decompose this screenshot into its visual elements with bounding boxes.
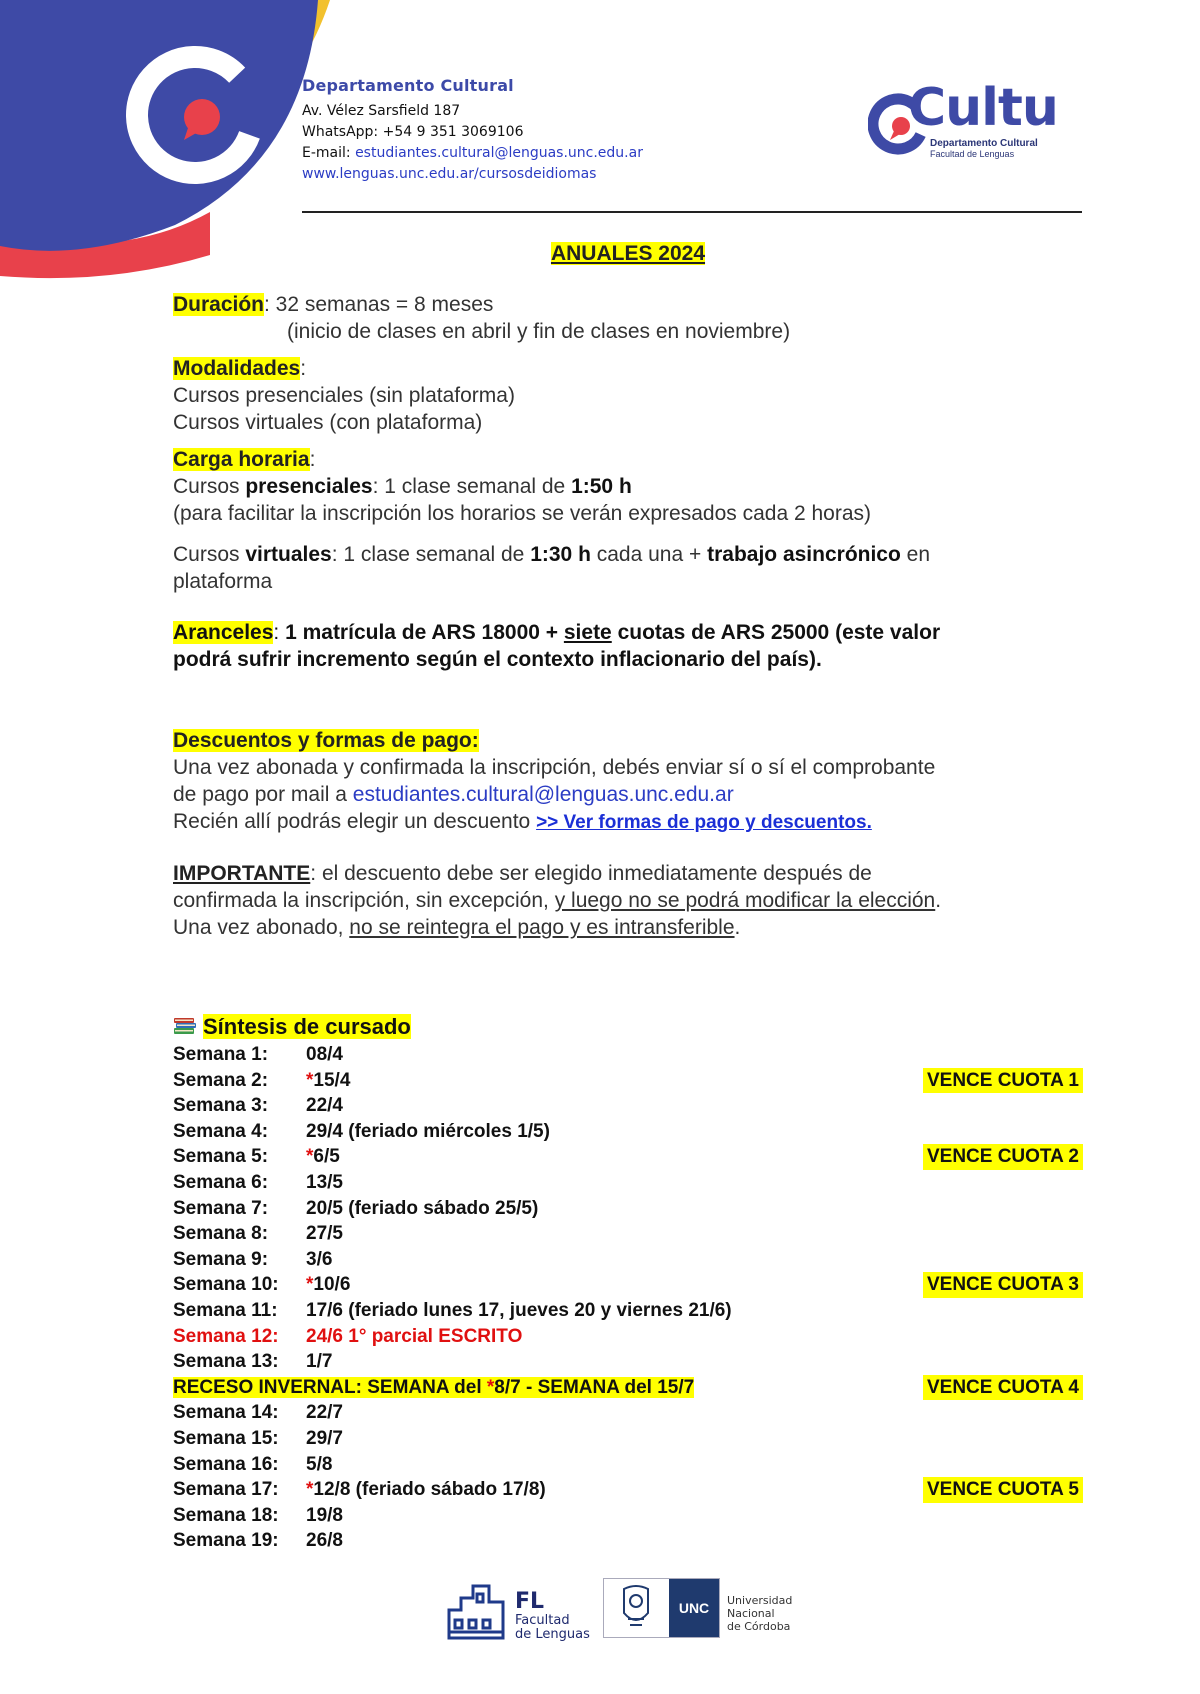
sintesis-heading <box>173 1012 1083 1042</box>
week-date: 10/6 <box>313 1274 351 1296</box>
week-date: 3/6 <box>306 1248 333 1270</box>
schedule-row <box>173 1477 1083 1503</box>
unc-line1: Universidad <box>727 1594 793 1607</box>
modalidad-virtual: Cursos virtuales (con plataforma) <box>173 411 483 434</box>
carga-p2-a: Cursos <box>173 543 246 566</box>
schedule-row <box>173 1119 1083 1145</box>
week-label: Semana 1: <box>173 1044 269 1065</box>
week-label: Semana 17: <box>173 1479 279 1501</box>
descuentos-l1: Una vez abonada y confirmada la inscripción, debés enviar sí o sí el comprobante <box>173 756 936 779</box>
carga-p2-e: cada una + <box>590 543 708 566</box>
schedule-row <box>173 1093 1083 1119</box>
week-date: 27/5 <box>306 1223 343 1245</box>
schedule-row <box>173 1042 1083 1068</box>
week-date: 29/7 <box>306 1427 343 1449</box>
ver-formas-pago-link[interactable]: >> Ver formas de pago y descuentos. <box>536 812 872 833</box>
modalidades-colon: : <box>300 357 307 380</box>
holiday-asterisk: * <box>306 1146 314 1168</box>
due-badge: VENCE CUOTA 5 <box>923 1477 1083 1503</box>
schedule-row <box>173 1144 1083 1170</box>
importante-l3a: Una vez abonado, <box>173 916 350 939</box>
week-label: Semana 11: <box>173 1299 278 1321</box>
descuentos-label: Descuentos y formas de pago: <box>173 729 479 752</box>
schedule-row <box>173 1068 1083 1094</box>
email-line <box>302 143 643 164</box>
importante-l1 <box>173 860 1083 887</box>
unc-line2: Nacional <box>727 1607 775 1620</box>
week-label: Semana 6: <box>173 1171 269 1193</box>
schedule-row <box>173 1298 1083 1324</box>
due-badge: VENCE CUOTA 4 <box>923 1375 1083 1401</box>
carga-virtuales-end: plataforma <box>173 570 273 593</box>
cultu-sub1: Departamento Cultural <box>930 138 1038 149</box>
corner-decoration <box>0 0 340 280</box>
week-label: Semana 18: <box>173 1504 279 1526</box>
importante-label: IMPORTANTE <box>173 862 311 885</box>
week-date: 1/7 <box>306 1351 333 1373</box>
week-date: 6/5 <box>313 1146 340 1168</box>
unc-logo <box>603 1578 720 1638</box>
unc-text <box>727 1594 792 1633</box>
importante-l3 <box>173 914 1083 941</box>
due-badge: VENCE CUOTA 3 <box>923 1272 1083 1298</box>
importante-l3b: no se reintegra el pago y es intransferible <box>349 916 735 939</box>
week-date: 19/8 <box>306 1504 343 1526</box>
descuentos-l3a: Recién allí podrás elegir un descuento <box>173 810 537 833</box>
carga-presenciales <box>173 473 1083 500</box>
carga-p2-f: trabajo asincrónico <box>707 543 901 566</box>
carga-virtuales <box>173 541 1083 568</box>
schedule-row <box>173 1400 1083 1426</box>
duracion-value: : 32 semanas = 8 meses <box>264 293 494 316</box>
duracion-note: (inicio de clases en abril y fin de clases en noviembre) <box>287 320 791 343</box>
fl-abbrev: FL <box>515 1589 545 1614</box>
main-content <box>173 240 1083 941</box>
sintesis-title: Síntesis de cursado <box>203 1014 411 1039</box>
carga-p2-b: virtuales <box>245 543 332 566</box>
aranceles-b: cuotas de ARS 25000 (este valor <box>611 621 941 644</box>
week-date: 24/6 1° parcial ESCRITO <box>306 1325 523 1347</box>
page-title: ANUALES 2024 <box>550 242 706 265</box>
aranceles-colon: : <box>273 621 286 644</box>
holiday-asterisk: * <box>306 1274 314 1296</box>
week-date: 17/6 (feriado lunes 17, jueves 20 y viernes 21/6) <box>306 1299 732 1321</box>
week-label: Semana 15: <box>173 1427 279 1449</box>
week-date: 13/5 <box>306 1171 343 1193</box>
carga-label: Carga horaria <box>173 448 310 471</box>
importante-l2a: confirmada la inscripción, sin excepción, <box>173 889 555 912</box>
importante-l3c: . <box>734 916 741 939</box>
aranceles-a: 1 matrícula de ARS 18000 + <box>285 621 564 644</box>
schedule-row <box>173 1324 1083 1350</box>
email-label: E-mail: <box>302 145 356 161</box>
unc-abbrev: UNC <box>669 1579 719 1637</box>
schedule-rows <box>173 1042 1083 1554</box>
schedule-row <box>173 1196 1083 1222</box>
week-date: 12/8 (feriado sábado 17/8) <box>313 1479 546 1501</box>
due-badge: VENCE CUOTA 2 <box>923 1144 1083 1170</box>
sintesis-section <box>173 1012 1083 1554</box>
carga-note: (para facilitar la inscripción los horarios se verán expresados cada 2 horas) <box>173 502 872 525</box>
recess-text-b: 8/7 - SEMANA del 15/7 <box>494 1376 695 1398</box>
week-date: 26/8 <box>306 1530 343 1552</box>
carga-p1-b: presenciales <box>245 475 373 498</box>
importante-l2c: . <box>935 889 942 912</box>
carga-p2-d: 1:30 h <box>530 543 591 566</box>
schedule-row <box>173 1272 1083 1298</box>
fl-building-icon <box>445 1580 509 1642</box>
carga-p2-c: : 1 clase semanal de <box>331 543 531 566</box>
schedule-row <box>173 1221 1083 1247</box>
holiday-asterisk: * <box>486 1376 495 1398</box>
week-label: Semana 9: <box>173 1248 269 1270</box>
schedule-row <box>173 1170 1083 1196</box>
fl-line1: Facultad <box>515 1613 570 1628</box>
address: Av. Vélez Sarsfield 187 <box>302 103 461 119</box>
week-date: 20/5 (feriado sábado 25/5) <box>306 1197 539 1219</box>
descuentos-l2 <box>173 781 1083 808</box>
cultu-sub2: Facultad de Lenguas <box>930 149 1015 159</box>
contact-header <box>302 76 643 185</box>
books-icon <box>173 1016 197 1036</box>
descuentos-l2a: de pago por mail a <box>173 783 353 806</box>
week-label: Semana 14: <box>173 1402 279 1424</box>
footer-logos <box>445 1578 805 1644</box>
week-label: Semana 12: <box>173 1325 279 1347</box>
cultu-logo <box>868 78 1068 169</box>
aranceles-line2: podrá sufrir incremento según el contexto inflacionario del país). <box>173 648 822 671</box>
schedule-row <box>173 1247 1083 1273</box>
header-email-link[interactable]: estudiantes.cultural@lenguas.unc.edu.ar <box>355 145 643 161</box>
schedule-row <box>173 1503 1083 1529</box>
schedule-row <box>173 1452 1083 1478</box>
week-label: Semana 5: <box>173 1146 269 1168</box>
header-divider <box>302 211 1082 213</box>
modalidades-label: Modalidades <box>173 357 301 380</box>
carga-p1-c: : 1 clase semanal de <box>372 475 572 498</box>
holiday-asterisk: * <box>306 1069 314 1091</box>
aranceles-line1 <box>173 619 1083 646</box>
cultu-wordmark: Cultu <box>908 78 1058 138</box>
week-date: 22/4 <box>306 1095 343 1117</box>
importante-l2 <box>173 887 1083 914</box>
due-badge: VENCE CUOTA 1 <box>923 1068 1083 1094</box>
whatsapp: WhatsApp: +54 9 351 3069106 <box>302 124 524 140</box>
holiday-asterisk: * <box>306 1479 314 1501</box>
carga-p2-g: en <box>900 543 931 566</box>
week-date: 15/4 <box>313 1069 351 1091</box>
schedule-row <box>173 1528 1083 1554</box>
week-date: 22/7 <box>306 1402 343 1424</box>
importante-l1-text: : el descuento debe ser elegido inmediatamente después de <box>310 862 872 885</box>
week-label: Semana 3: <box>173 1095 269 1117</box>
unc-line3: de Córdoba <box>727 1620 791 1633</box>
recess-label <box>173 1377 694 1398</box>
importante-l2b: y luego no se podrá modificar la elección <box>554 889 936 912</box>
week-date: 5/8 <box>306 1453 333 1475</box>
week-label: Semana 8: <box>173 1223 269 1245</box>
carga-colon: : <box>309 448 316 471</box>
week-label: Semana 10: <box>173 1274 279 1296</box>
week-date: 29/4 (feriado miércoles 1/5) <box>306 1120 550 1142</box>
fl-text <box>515 1590 590 1642</box>
week-label: Semana 2: <box>173 1069 269 1091</box>
descuentos-l3 <box>173 808 1083 836</box>
week-label: Semana 13: <box>173 1351 279 1373</box>
website-link[interactable]: www.lenguas.unc.edu.ar/cursosdeidiomas <box>302 166 597 182</box>
week-label: Semana 16: <box>173 1453 279 1475</box>
week-label: Semana 4: <box>173 1120 269 1142</box>
descuentos-email-link[interactable]: estudiantes.cultural@lenguas.unc.edu.ar <box>352 783 734 806</box>
modalidad-presencial: Cursos presenciales (sin plataforma) <box>173 384 515 407</box>
aranceles-siete: siete <box>563 621 612 644</box>
schedule-row <box>173 1349 1083 1375</box>
carga-p1-d: 1:50 h <box>571 475 632 498</box>
week-label: Semana 7: <box>173 1197 269 1219</box>
week-label: Semana 19: <box>173 1530 279 1552</box>
fl-line2: de Lenguas <box>515 1627 590 1642</box>
recess-text-a: RECESO INVERNAL: SEMANA del <box>173 1376 487 1398</box>
carga-p1-a: Cursos <box>173 475 246 498</box>
schedule-row <box>173 1426 1083 1452</box>
department-name: Departamento Cultural <box>302 76 514 95</box>
unc-seal-icon <box>606 1579 666 1637</box>
recess-row <box>173 1375 1083 1401</box>
aranceles-label: Aranceles <box>173 621 274 644</box>
duracion-label: Duración <box>173 293 265 316</box>
week-date: 08/4 <box>306 1044 343 1065</box>
